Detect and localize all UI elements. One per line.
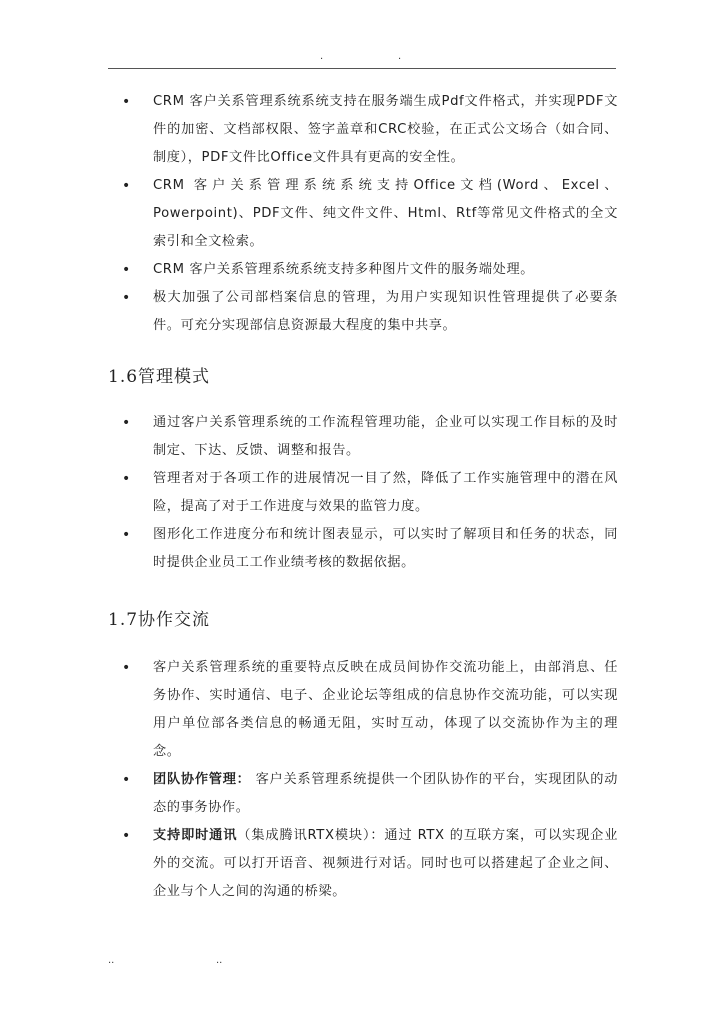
list-item: • CRM 客户关系管理系统系统支持多种图片文件的服务端处理。 (108, 256, 618, 284)
team-collab-label: 团队协作管理： (153, 772, 251, 787)
list-item: • CRM 客户关系管理系统系统支持在服务端生成Pdf文件格式，并实现PDF文件的加密、文档部权限、签字盖章和CRC校验，在正式公文场合（如合同、制度），PDF文件比Office文件具有更高的安全性。 (108, 88, 618, 172)
header-mark-right: . (398, 51, 402, 62)
page-header-marks (0, 52, 724, 62)
intro-bullet-list (108, 88, 618, 340)
list-item: • 客户关系管理系统的重要特点反映在成员间协作交流功能上，由部消息、任务协作、实时通信、电子、企业论坛等组成的信息协作交流功能，可以实现用户单位部各类信息的畅通无阻，实时互动，体现了以交流协作为主的理念。 (108, 654, 618, 766)
footer-mark-left: .. (108, 955, 115, 966)
bullet-icon: • (122, 178, 131, 194)
footer-mark-right: .. (216, 955, 223, 966)
section-heading-collaboration: 1.7协作交流 (108, 610, 211, 630)
bullet-icon: • (122, 772, 131, 788)
list-item: • 图形化工作进度分布和统计图表显示，可以实时了解项目和任务的状态，同时提供企业员工工作业绩考核的数据依据。 (108, 521, 618, 577)
list-item: • 管理者对于各项工作的进展情况一目了然，降低了工作实施管理中的潜在风险，提高了对于工作进度与效果的监管力度。 (108, 465, 618, 521)
bullet-icon: • (122, 828, 131, 844)
bullet-icon: • (122, 527, 131, 543)
list-item: • 团队协作管理： 客户关系管理系统提供一个团队协作的平台，实现团队的动态的事务协作。 (108, 766, 618, 822)
document-body (108, 88, 618, 906)
header-divider (108, 68, 616, 69)
bullet-icon: • (122, 471, 131, 487)
list-item: • 通过客户关系管理系统的工作流程管理功能，企业可以实现工作目标的及时制定、下达、反馈、调整和报告。 (108, 409, 618, 465)
im-support-label: 支持即时通讯 (153, 828, 238, 843)
section-heading-management-mode: 1.6管理模式 (108, 367, 211, 387)
bullet-icon: • (122, 262, 131, 278)
list-item: • 极大加强了公司部档案信息的管理，为用户实现知识性管理提供了必要条件。可充分实现部信息资源最大程度的集中共享。 (108, 284, 618, 340)
bullet-icon: • (122, 94, 131, 110)
bullet-icon: • (122, 415, 131, 431)
header-mark-left: . (320, 51, 324, 62)
page-footer-marks (0, 956, 724, 966)
bullet-icon: • (122, 660, 131, 676)
bullet-icon: • (122, 290, 131, 306)
list-item: • 支持即时通讯（集成腾讯RTX模块）：通过 RTX 的互联方案，可以实现企业外的交流。可以打开语音、视频进行对话。同时也可以搭建起了企业之间、企业与个人之间的沟通的桥梁。 (108, 822, 618, 906)
list-item: • CRM 客户关系管理系统系统支持Office文档(Word、Excel、Powerpoint)、PDF文件、纯文件文件、Html、Rtf等常见文件格式的全文索引和全文检索。 (108, 172, 618, 256)
collaboration-bullet-list (108, 654, 618, 906)
management-bullet-list (108, 409, 618, 577)
